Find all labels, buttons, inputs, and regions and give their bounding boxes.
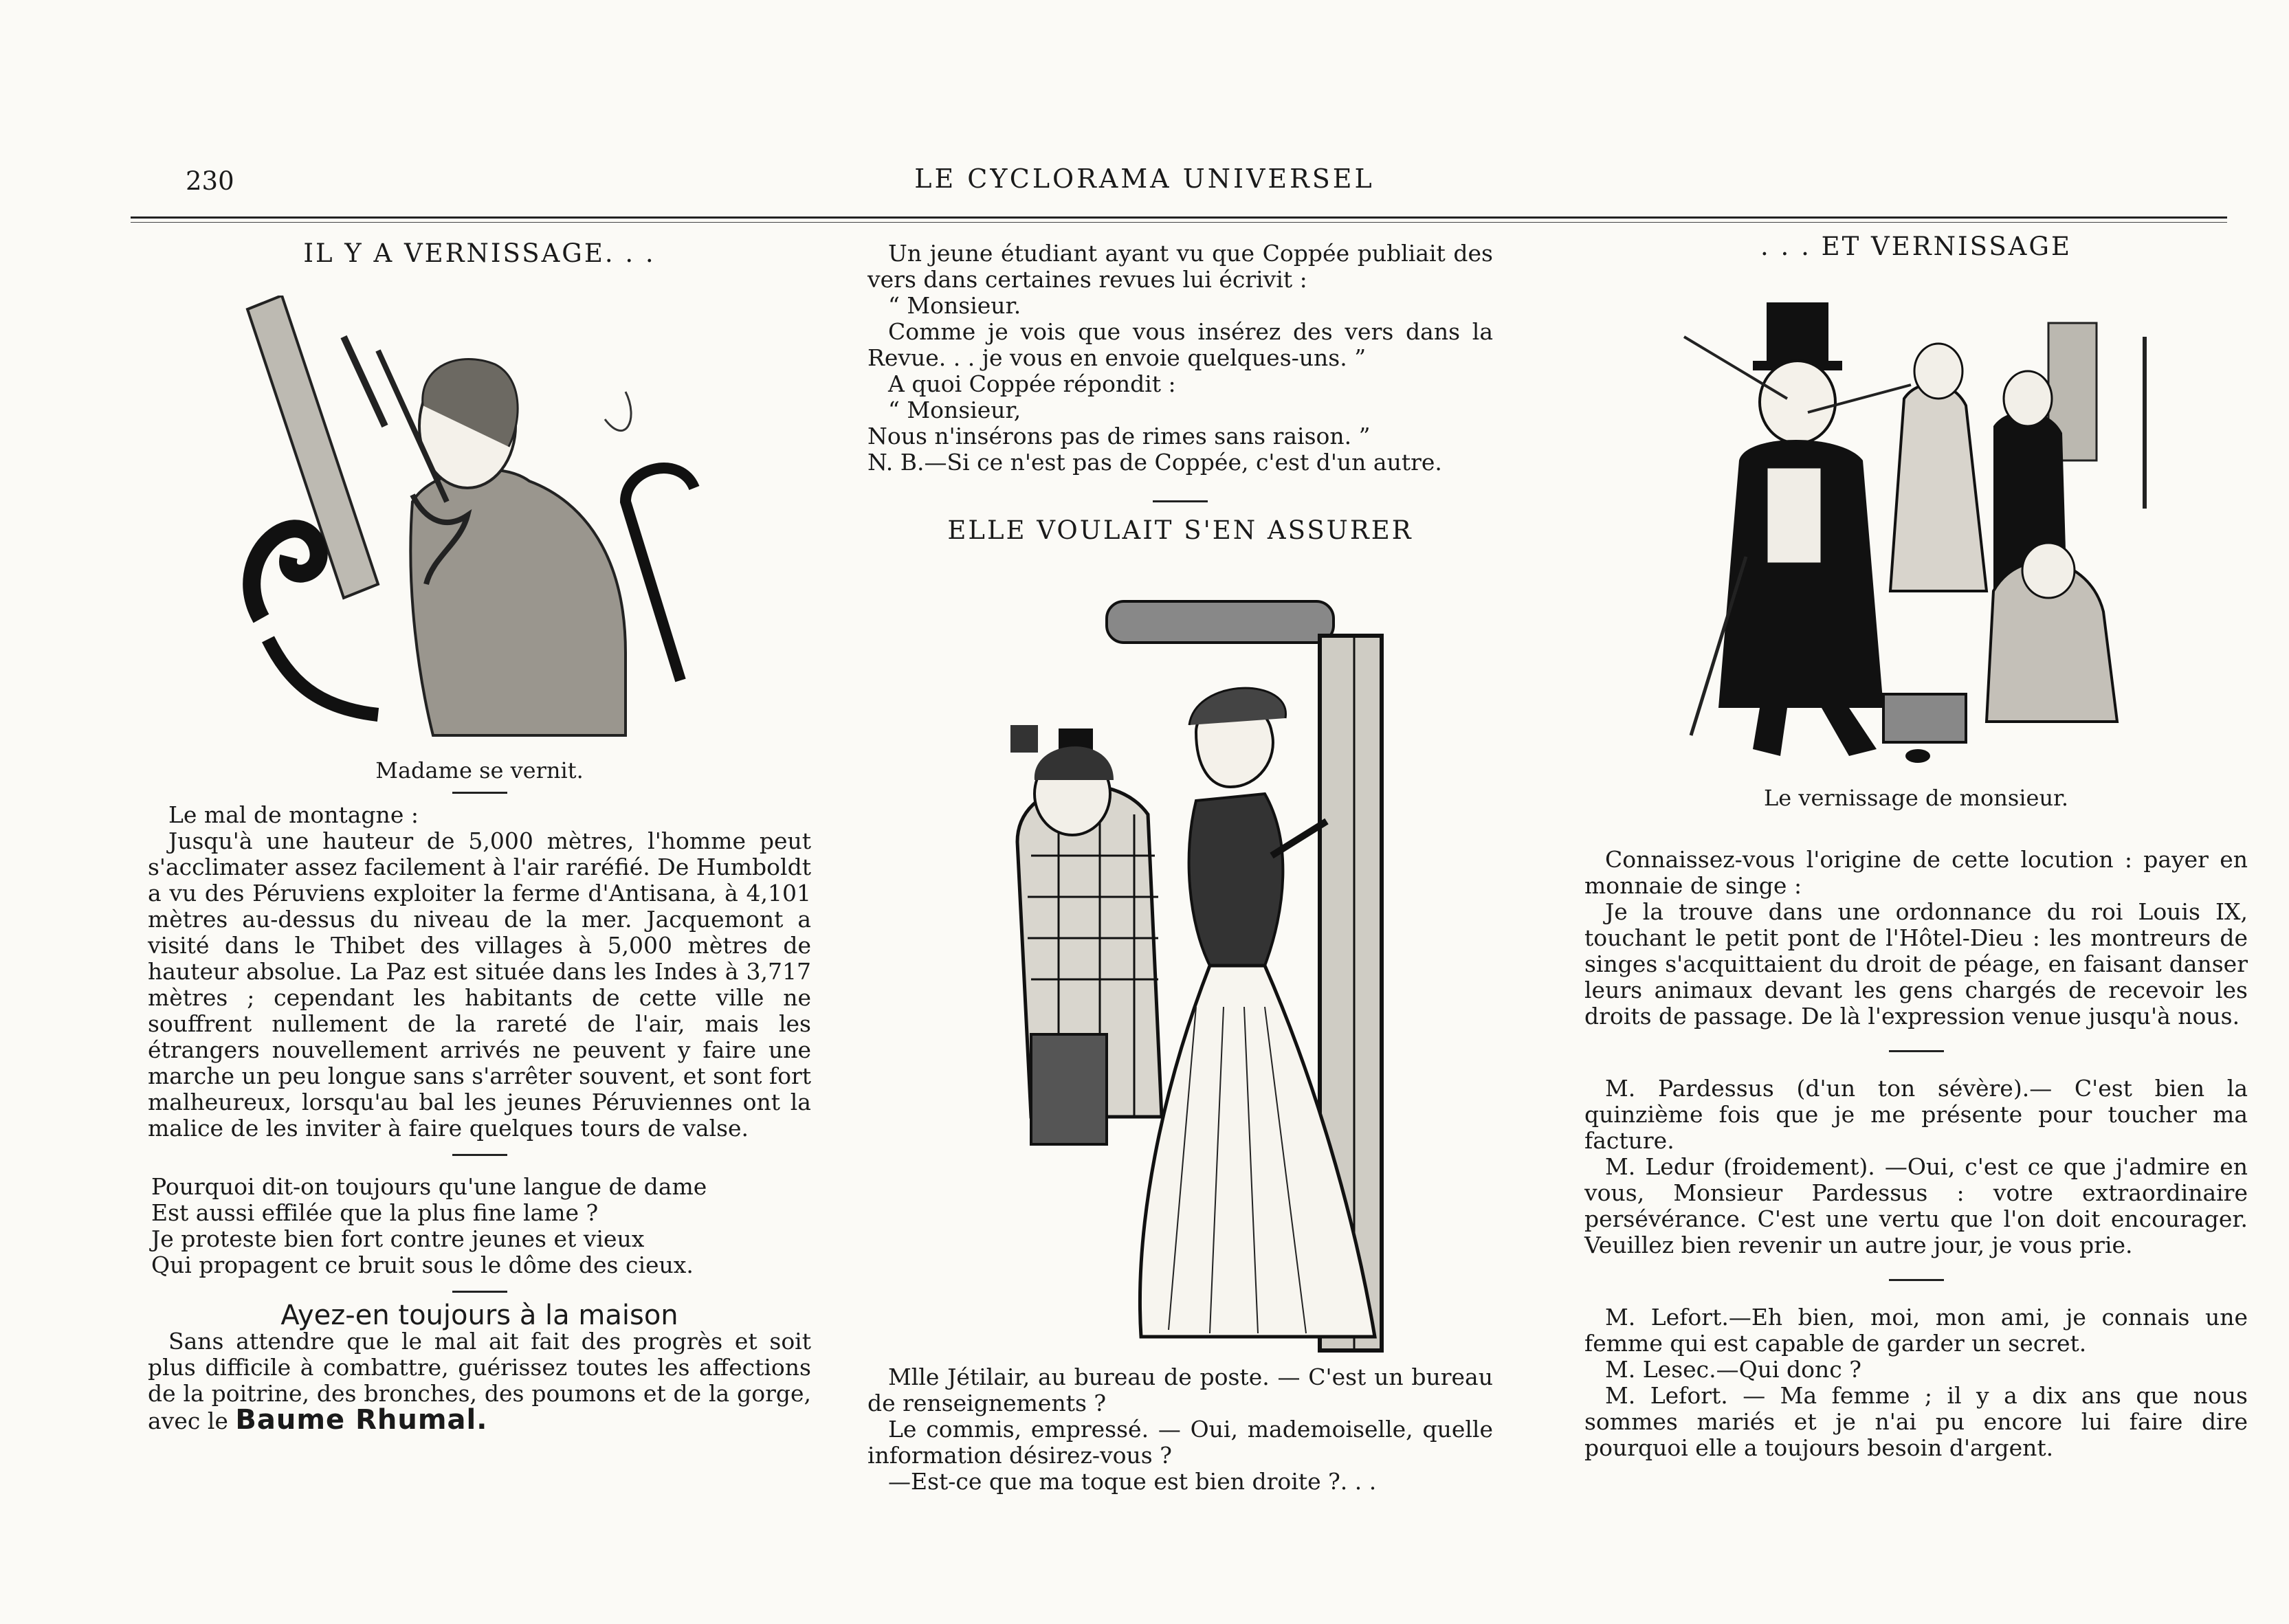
separator	[452, 792, 507, 794]
coppee-line: N. B.—Si ce n'est pas de Coppée, c'est d'un autre.	[867, 449, 1442, 476]
singe-intro: Connaissez-vous l'origine de cette locution : payer en monnaie de singe :	[1584, 846, 2248, 899]
left-illustration-caption: Madame se vernit.	[375, 757, 584, 783]
header-rule	[131, 216, 2227, 219]
singe-text: Je la trouve dans une ordonnance du roi Louis IX, touchant le petit pont de l'Hôtel-Dieu : les montreurs de singes s'acquittaient du droit de péage, en faisant danser leurs animaux devant les gens chargés de recevoir les droits de passage. De là l'expression venue jusqu'à nous.	[1584, 898, 2248, 1030]
dialogue-line: Mlle Jétilair, au bureau de poste. — C'est un bureau de renseignements ?	[867, 1364, 1493, 1416]
mal-text: Jusqu'à une hauteur de 5,000 mètres, l'homme peut s'acclimater assez facilement à l'air raréfié. De Humboldt a vu des Péruviens exploiter la ferme d'Antisana, à 4,101 mètres au-dessus du niveau de la mer. Jacquemont a visité dans le Thibet des villages à 5,000 mètres de hauteur absolue. La Paz est située dans les Indes à 3,717 mètres ; cependant les habitants de cette ville ne souffrent nullement de la rareté de l'air, mais les étrangers nouvellement arrivés ne peuvent y faire une marche un peu longue sans s'arrêter souvent, et sont fort malheureux, lorsqu'au bal les jeunes Péruviennes ont la malice de les inviter à faire quelques tours de valse.	[148, 827, 811, 1142]
left-column-lower	[148, 757, 811, 1434]
header-rule-thin	[131, 222, 2227, 223]
right-illustration-caption: Le vernissage de monsieur.	[1764, 785, 2068, 811]
middle-headline: ELLE VOULAIT S'EN ASSURER	[947, 515, 1413, 545]
lefort-line: M. Lefort.—Eh bien, moi, mon ami, je connais une femme qui est capable de garder un secret.	[1584, 1304, 2248, 1357]
vernissage-de-monsieur-illustration	[1663, 282, 2172, 777]
coppee-line: Comme je vois que vous insérez des vers dans la Revue. . . je vous en envoie quelques-uns. ”	[867, 318, 1493, 371]
lesec-line: M. Lesec.—Qui donc ?	[1605, 1356, 1861, 1383]
middle-column	[867, 241, 1493, 544]
poem-line: Qui propagent ce bruit sous le dôme des cieux.	[151, 1252, 694, 1278]
separator	[452, 1154, 507, 1156]
middle-column-lower	[867, 1364, 1493, 1495]
ad-body: Sans attendre que le mal ait fait des progrès et soit plus difficile à combattre, guérissez toutes les affections de la poitrine, des bronches, des poumons et de la gorge, avec le	[148, 1328, 811, 1434]
poem	[151, 1174, 811, 1278]
mal-intro: Le mal de montagne :	[168, 801, 419, 828]
ledur-line: M. Ledur (froidement). —Oui, c'est ce que j'admire en vous, Monsieur Pardessus : votre extraordinaire persévérance. C'est une vertu que l'on doit encourager. Veuillez bien revenir un autre jour, je vous prie.	[1584, 1153, 2248, 1258]
separator	[452, 1291, 507, 1293]
right-column-lower	[1584, 785, 2248, 1461]
lefort-line: M. Lefort. — Ma femme ; il y a dix ans que nous sommes mariés et je n'ai pu encore lui faire dire pourquoi elle a toujours besoin d'argent.	[1584, 1382, 2248, 1461]
coppee-line: Nous n'insérons pas de rimes sans raison. ”	[867, 423, 1371, 449]
pardessus-line: M. Pardessus (d'un ton sévère).— C'est bien la quinzième fois que je me présente pour toucher ma facture.	[1584, 1075, 2248, 1154]
page-number: 230	[186, 166, 234, 196]
dialogue-line: Le commis, empressé. — Oui, mademoiselle, quelle information désirez-vous ?	[867, 1416, 1493, 1469]
coppee-line: “ Monsieur,	[888, 397, 1021, 423]
left-headline: IL Y A VERNISSAGE. . .	[303, 238, 656, 268]
right-column	[1584, 234, 2248, 260]
left-column	[148, 238, 811, 268]
madame-se-vernit-illustration	[241, 296, 736, 742]
poem-line: Est aussi effilée que la plus fine lame ?	[151, 1199, 599, 1226]
poem-line: Je proteste bien fort contre jeunes et vieux	[151, 1225, 645, 1252]
coppee-intro: Un jeune étudiant ayant vu que Coppée publiait des vers dans certaines revues lui écrivit :	[867, 240, 1493, 293]
right-headline: . . . ET VERNISSAGE	[1760, 232, 2072, 261]
poem-line: Pourquoi dit-on toujours qu'une langue de dame	[151, 1173, 707, 1200]
separator	[1153, 500, 1208, 502]
separator	[1889, 1279, 1944, 1281]
running-title: LE CYCLORAMA UNIVERSEL	[914, 164, 1375, 194]
ad-title: Ayez-en toujours à la maison	[280, 1300, 678, 1331]
ad-text	[148, 1328, 811, 1434]
separator	[1889, 1050, 1944, 1052]
dialogue-line: —Est-ce que ma toque est bien droite ?. . .	[888, 1468, 1377, 1495]
coppee-line: A quoi Coppée répondit :	[888, 370, 1176, 397]
ad-brand: Baume Rhumal.	[235, 1404, 488, 1436]
coppee-line: “ Monsieur.	[888, 292, 1021, 319]
post-office-illustration	[990, 594, 1430, 1364]
